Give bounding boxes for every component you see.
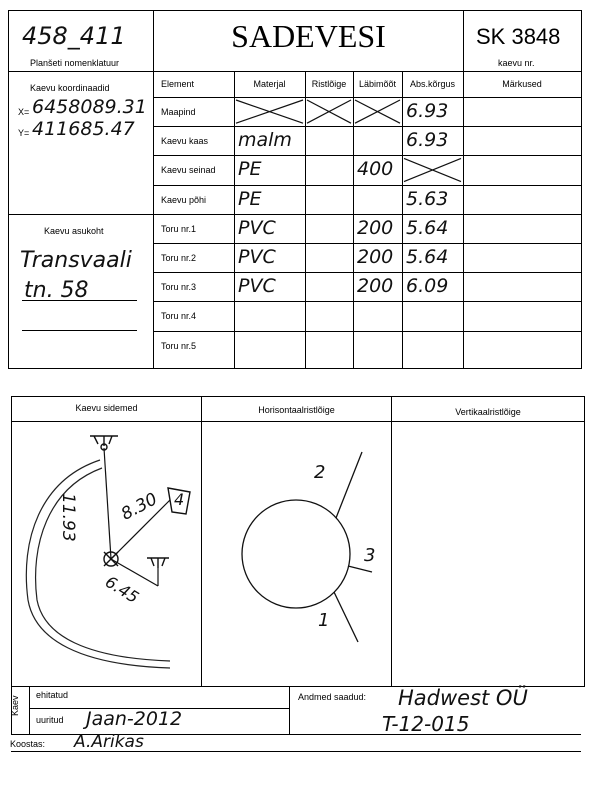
col-horizontal-label: Horisontaalristlõige	[258, 405, 335, 415]
author-label: Koostas:	[10, 739, 46, 749]
marker-top-icon	[90, 436, 118, 450]
coords-label: Kaevu koordinaadid	[30, 83, 110, 93]
table-header-5: Märkused	[502, 79, 542, 89]
col-links-label: Kaevu sidemed	[75, 403, 138, 413]
table-cell-diameter: 200	[357, 275, 394, 298]
author-value: A.Arikas	[74, 732, 144, 752]
x-coordinate: 6458089.31	[32, 96, 147, 118]
table-row-label: Kaevu seinad	[161, 165, 216, 176]
location-line1: Transvaali	[20, 248, 132, 273]
table-header-0: Element	[161, 79, 195, 89]
nomenclature-label: Planšeti nomenklatuur	[30, 58, 120, 68]
surveyed-label: uuritud	[36, 715, 64, 725]
table-row-label: Toru nr.2	[161, 253, 197, 263]
box-mark-label: 4	[174, 490, 185, 509]
pipe-label-3: 3	[364, 545, 376, 566]
col-vertical-label: Vertikaalristlõige	[455, 407, 521, 417]
distance-label-3: 6.45	[101, 572, 143, 607]
well-id: SK 3848	[476, 24, 561, 49]
distance-label-2: 11.93	[58, 493, 78, 542]
location-line2: tn. 58	[24, 278, 89, 303]
table-cell-abs: 6.93	[406, 100, 449, 122]
table-cell-material: PVC	[238, 246, 276, 268]
data-source-label: Andmed saadud:	[298, 692, 367, 702]
well-no-label: kaevu nr.	[498, 58, 535, 68]
table-header-1: Materjal	[253, 79, 286, 89]
built-label: ehitatud	[36, 690, 69, 700]
table-cell-diameter: 200	[357, 246, 394, 268]
pipe-label-2: 2	[314, 462, 326, 483]
table-cell-diameter: 200	[357, 216, 394, 239]
marker-bottom-icon	[147, 558, 169, 568]
table-header-2: Ristlõige	[311, 79, 347, 89]
location-label: Kaevu asukoht	[44, 226, 104, 236]
y-coordinate: 411685.47	[32, 118, 135, 140]
table-row-label: Maapind	[161, 107, 196, 117]
table-row-label: Toru nr.3	[161, 282, 197, 293]
table-cell-abs: 5.64	[406, 246, 449, 268]
data-source-ref: T-12-015	[382, 712, 470, 736]
table-cell-abs: 6.09	[406, 275, 449, 298]
table-row-label: Kaevu kaas	[161, 136, 209, 147]
table-cell-abs: 5.63	[406, 187, 449, 210]
side-label: Kaev	[10, 695, 20, 716]
table-header-4: Abs.kõrgus	[409, 79, 456, 89]
table-header-3: Läbimõõt	[358, 79, 397, 89]
well-circle	[242, 500, 350, 608]
form-title: SADEVESI	[231, 18, 386, 54]
surveyed-value: Jaan-2012	[86, 708, 183, 730]
table-cell-material: PVC	[238, 216, 276, 239]
nomenclature-value: 458_411	[22, 22, 126, 50]
table-cell-diameter: 400	[357, 158, 394, 181]
pipe-label-1: 1	[318, 610, 330, 631]
table-cell-abs: 5.64	[406, 216, 449, 239]
data-source-value: Hadwest OÜ	[398, 686, 528, 710]
table-cell-material: malm	[238, 129, 292, 152]
x-prefix: X=	[18, 107, 30, 117]
table-row-label: Toru nr.1	[161, 223, 197, 234]
table-cell-material: PVC	[238, 275, 276, 298]
distance-label-1: 8.30	[118, 489, 161, 525]
table-row-label: Toru nr.4	[161, 311, 197, 322]
table-cell-material: PE	[238, 187, 262, 210]
table-row-label: Kaevu põhi	[161, 194, 207, 205]
y-prefix: Y=	[18, 128, 30, 138]
table-cell-material: PE	[238, 158, 262, 181]
table-row-label: Toru nr.5	[161, 340, 197, 351]
table-cell-abs: 6.93	[406, 129, 449, 152]
